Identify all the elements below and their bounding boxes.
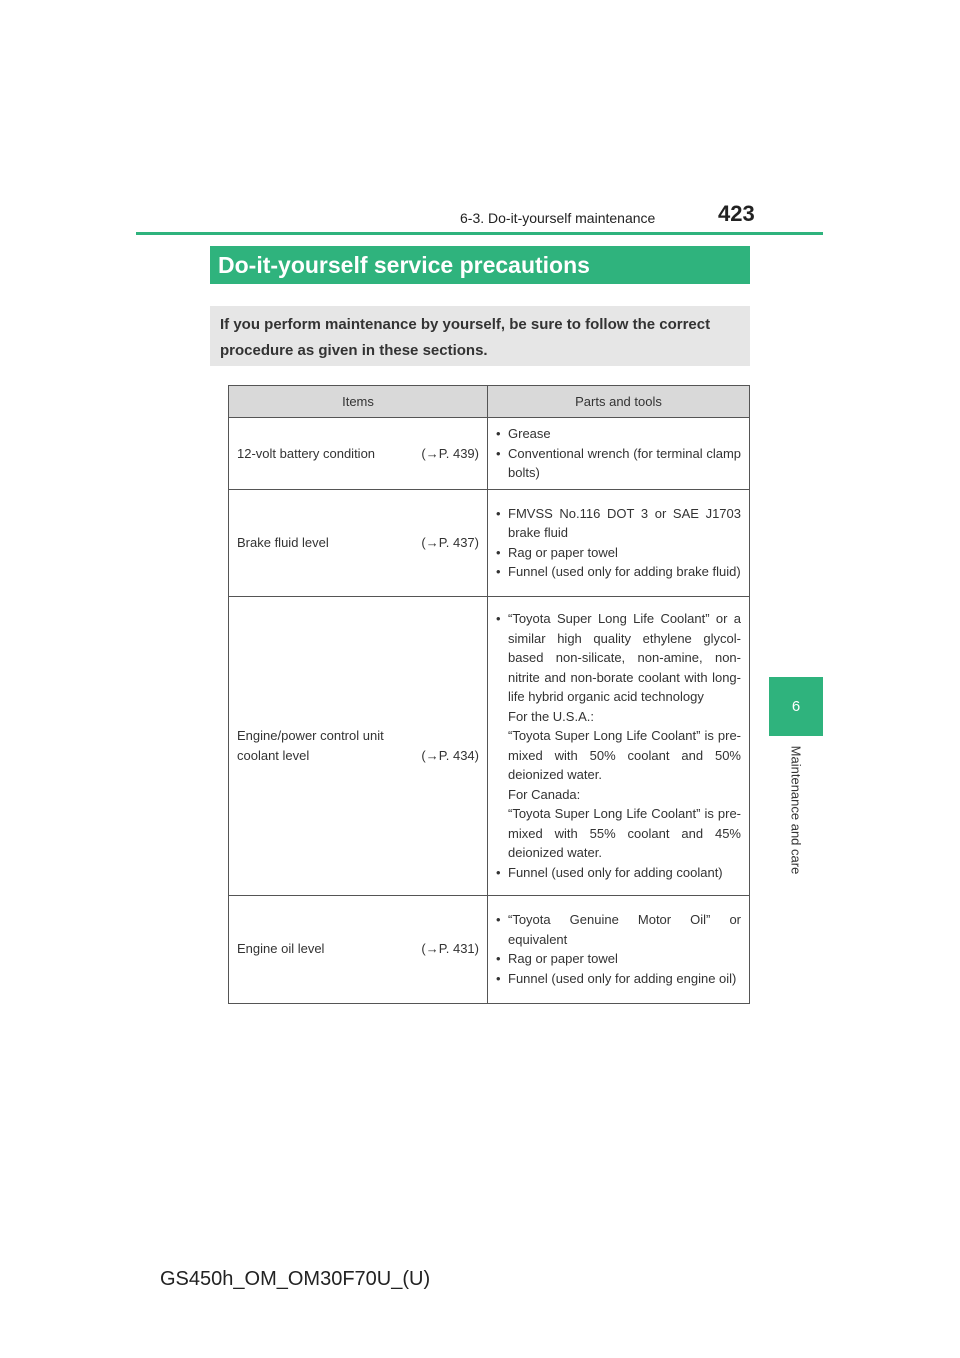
item-cell — [229, 596, 488, 895]
page-number: 423 — [718, 201, 755, 226]
header-items: Items — [229, 386, 488, 418]
coolant-note: For Canada: — [508, 786, 581, 802]
table-header-row — [229, 386, 750, 418]
tools-list — [496, 910, 741, 988]
coolant-note: “Toyota Super Long Life Coolant” is pre-mixed with 55% coolant and 45% deionized water. — [508, 806, 741, 860]
tools-list — [496, 504, 741, 582]
document-code: GS450h_OM_OM30F70U_(U) — [160, 1268, 431, 1290]
item-name: Engine/power control unit coolant level — [237, 728, 384, 763]
tools-list — [496, 609, 741, 882]
item-name: Brake fluid level — [237, 534, 329, 550]
list-item: • Funnel (used only for adding brake fluid) — [496, 562, 741, 582]
parts-table — [228, 385, 750, 1004]
list-item: • FMVSS No.116 DOT 3 or SAE J1703 brake fluid — [496, 504, 741, 543]
list-item: • Rag or paper towel — [496, 949, 741, 969]
page-reference: (→P. 437) — [421, 534, 479, 550]
list-item: • Grease — [496, 424, 741, 444]
tools-list — [496, 424, 741, 483]
item-name: 12-volt battery condition — [237, 445, 376, 461]
list-item: • “Toyota Genuine Motor Oil” or equivalent — [496, 910, 741, 949]
intro-box: If you perform maintenance by yourself, be sure to follow the correct procedure as given in these sections. — [210, 306, 750, 366]
table-row — [229, 489, 750, 596]
list-item — [496, 609, 741, 863]
item-cell — [229, 489, 488, 596]
header-divider — [136, 232, 823, 235]
item-cell — [229, 418, 488, 490]
page-title: Do-it-yourself service precautions — [210, 246, 750, 284]
coolant-note: “Toyota Super Long Life Coolant” is pre-mixed with 50% coolant and 50% deionized water. — [508, 728, 741, 782]
page-reference: (→P. 439) — [421, 445, 479, 461]
page-reference: (→P. 434) — [421, 747, 479, 763]
chapter-tab — [769, 677, 823, 735]
side-divider — [769, 734, 823, 736]
tools-cell — [488, 418, 750, 490]
chapter-label: Maintenance and care — [788, 745, 804, 875]
list-item: • Conventional wrench (for terminal clamp bolts) — [496, 444, 741, 483]
list-item: • Funnel (used only for adding coolant) — [496, 863, 741, 883]
header-parts-tools: Parts and tools — [488, 386, 750, 418]
table-row — [229, 418, 750, 490]
list-item: • Funnel (used only for adding engine oil) — [496, 969, 741, 989]
coolant-note: For the U.S.A.: — [508, 708, 594, 724]
table-row — [229, 895, 750, 1003]
item-name: Engine oil level — [237, 941, 325, 957]
tools-cell — [488, 895, 750, 1003]
table-row — [229, 596, 750, 895]
tools-cell — [488, 596, 750, 895]
tools-cell — [488, 489, 750, 596]
page-reference: (→P. 431) — [421, 941, 479, 957]
chapter-number: 6 — [791, 697, 801, 715]
coolant-spec: “Toyota Super Long Life Coolant” or a similar high quality ethylene glycol-based non-silicate, non-amine, non-nitrite and non-borate coolant with long-life hybrid organic acid technology — [508, 611, 741, 704]
section-title: 6-3. Do-it-yourself maintenance — [460, 210, 656, 226]
item-cell — [229, 895, 488, 1003]
list-item: • Rag or paper towel — [496, 543, 741, 563]
